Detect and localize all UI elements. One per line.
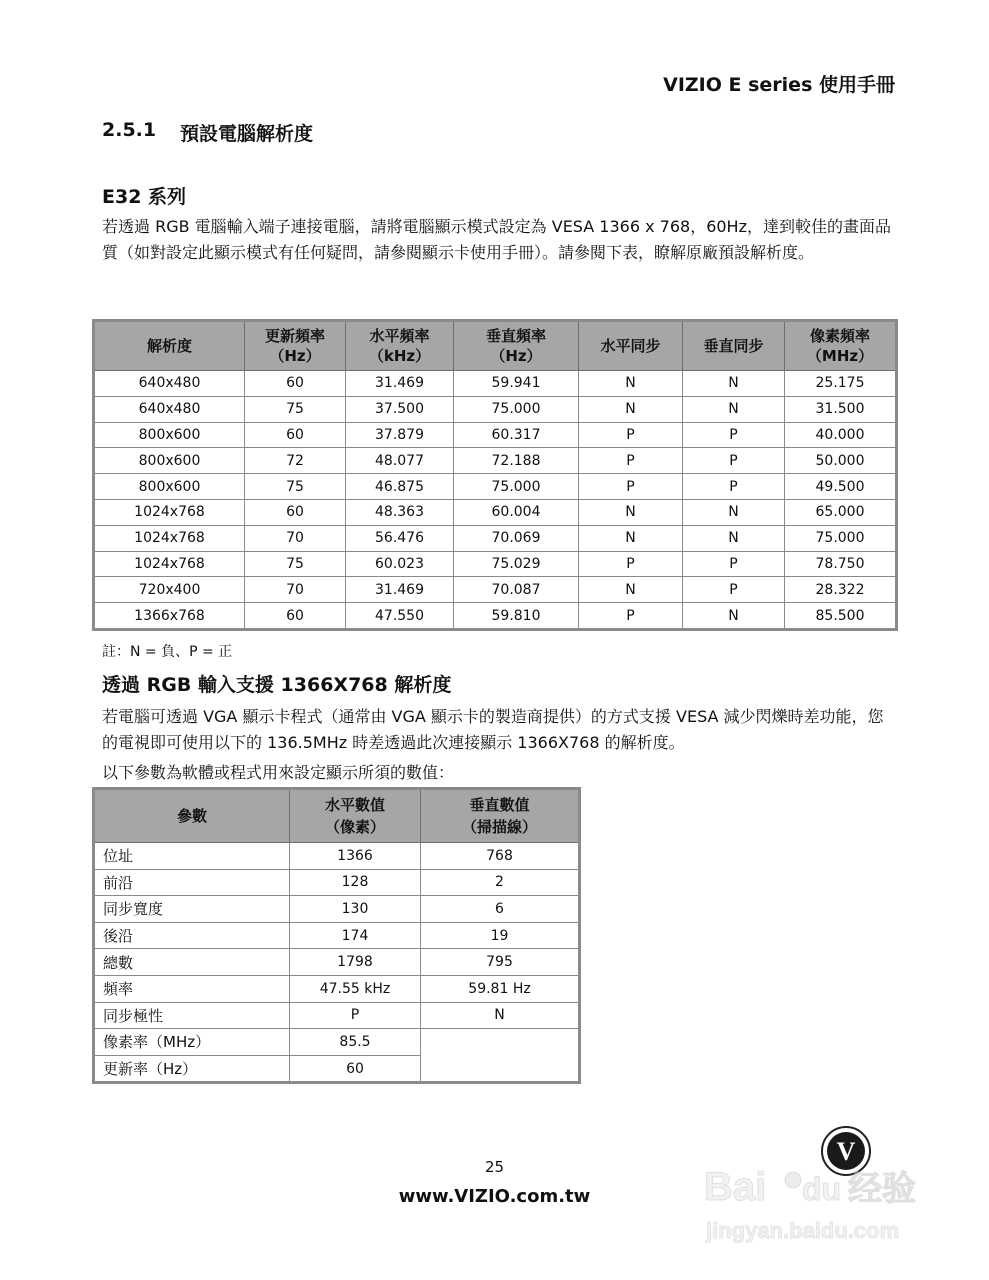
table-cell: 59.941	[454, 371, 579, 397]
header-pixel-frequency: 像素頻率 （MHz）	[785, 321, 897, 371]
table-cell: N	[579, 371, 683, 397]
table-cell: N	[683, 371, 785, 397]
table-cell: 59.810	[454, 603, 579, 630]
table-cell: N	[579, 499, 683, 525]
header-vertical-frequency: 垂直頻率 （Hz）	[454, 321, 579, 371]
table-cell: P	[579, 422, 683, 448]
table-cell: 31.469	[346, 371, 454, 397]
table-cell: P	[683, 422, 785, 448]
table-cell: 60	[245, 371, 346, 397]
parameter-name-cell: 同步寬度	[94, 896, 290, 923]
table-cell: 60.023	[346, 551, 454, 577]
table-row	[94, 396, 897, 422]
header-horizontal-frequency: 水平頻率 （kHz）	[346, 321, 454, 371]
table-cell: N	[683, 603, 785, 630]
table-cell: 720x400	[94, 577, 245, 603]
sync-note: 註：N = 負、P = 正	[102, 644, 233, 660]
header-parameter: 參數	[94, 789, 290, 843]
table-cell: 31.469	[346, 577, 454, 603]
table-cell: 75.029	[454, 551, 579, 577]
table-cell: 85.5	[290, 1029, 421, 1056]
parameter-name-cell: 像素率（MHz）	[94, 1029, 290, 1056]
table-row	[94, 896, 580, 923]
parameter-name-cell: 前沿	[94, 869, 290, 896]
rgb-paragraph: 若電腦可透過 VGA 顯示卡程式（通常由 VGA 顯示卡的製造商提供）的方式支援 VESA 減少閃爍時差功能，您的電視即可使用以下的 136.5MHz 時差透過此次連接顯示 1366X768 的解析度。	[102, 707, 884, 752]
header-vertical-sync: 垂直同步	[683, 321, 785, 371]
table-cell: 48.077	[346, 448, 454, 474]
table-row	[94, 474, 897, 500]
table-cell: 1024x768	[94, 499, 245, 525]
watermark-brand-du: du	[802, 1171, 842, 1207]
table-cell: 75	[245, 551, 346, 577]
table-cell: N	[683, 499, 785, 525]
table-cell: P	[579, 448, 683, 474]
table-row	[94, 603, 897, 630]
table-cell: 60	[245, 603, 346, 630]
table-cell: 640x480	[94, 371, 245, 397]
parameter-name-cell: 後沿	[94, 922, 290, 949]
table-cell: 75	[245, 396, 346, 422]
rgb-section-title: 透過 RGB 輸入支援 1366X768 解析度	[102, 674, 452, 696]
table-cell: 2	[421, 869, 580, 896]
table-cell: 47.55 kHz	[290, 975, 421, 1002]
page-number: 25	[484, 1158, 505, 1176]
table-row	[94, 422, 897, 448]
table-cell: 800x600	[94, 474, 245, 500]
parameter-table	[92, 787, 581, 1084]
table-cell: P	[579, 551, 683, 577]
table-cell: P	[683, 577, 785, 603]
intro-paragraph: 若透過 RGB 電腦輸入端子連接電腦，請將電腦顯示模式設定為 VESA 1366 x 768，60Hz，達到較佳的畫面品質（如對設定此顯示模式有任何疑問，請參閱顯示卡使用手冊）。請參閱下表，瞭解原廠預設解析度。	[102, 217, 891, 262]
table-cell: 60	[245, 422, 346, 448]
table-cell: P	[579, 603, 683, 630]
footer-url: www.VIZIO.com.tw	[398, 1186, 591, 1207]
table-cell	[421, 1029, 580, 1083]
watermark-brand: Bai	[704, 1165, 767, 1209]
table-cell: 56.476	[346, 525, 454, 551]
table-cell: 72.188	[454, 448, 579, 474]
table-row	[94, 499, 897, 525]
section-number: 2.5.1	[102, 119, 157, 141]
table-cell: 85.500	[785, 603, 897, 630]
header-resolution: 解析度	[94, 321, 245, 371]
table-cell: P	[683, 551, 785, 577]
header-vertical-value: 垂直數值 （掃描線）	[421, 789, 580, 843]
table-cell: 640x480	[94, 396, 245, 422]
table-row	[94, 577, 897, 603]
table-cell: 1024x768	[94, 525, 245, 551]
series-title: E32 系列	[102, 186, 187, 208]
parameter-name-cell: 總數	[94, 949, 290, 976]
table-cell: 25.175	[785, 371, 897, 397]
table-cell: 28.322	[785, 577, 897, 603]
table-cell: 1366	[290, 843, 421, 870]
table-cell: 40.000	[785, 422, 897, 448]
table-cell: 75.000	[454, 474, 579, 500]
header-horizontal-value: 水平數值 （像素）	[290, 789, 421, 843]
table-cell: 800x600	[94, 422, 245, 448]
table-row	[94, 869, 580, 896]
parameter-name-cell: 更新率（Hz）	[94, 1055, 290, 1083]
logo-letter: V	[836, 1137, 856, 1166]
table-cell: 72	[245, 448, 346, 474]
header-refresh-rate: 更新頻率 （Hz）	[245, 321, 346, 371]
table-cell: 795	[421, 949, 580, 976]
parameter-name-cell: 同步極性	[94, 1002, 290, 1029]
table-cell: 70.069	[454, 525, 579, 551]
table-cell: P	[290, 1002, 421, 1029]
table-cell: 174	[290, 922, 421, 949]
table-cell: 65.000	[785, 499, 897, 525]
table-cell: 1366x768	[94, 603, 245, 630]
table-cell: N	[579, 525, 683, 551]
document-header: VIZIO E series 使用手冊	[663, 74, 895, 96]
table-cell: 60.004	[454, 499, 579, 525]
table-row	[94, 975, 580, 1002]
table-cell: 1024x768	[94, 551, 245, 577]
table-cell: 37.500	[346, 396, 454, 422]
baidu-watermark-icon	[700, 1150, 930, 1250]
table-cell: 60	[245, 499, 346, 525]
resolution-table-header-row	[94, 321, 897, 371]
table-cell: N	[683, 396, 785, 422]
table-row	[94, 551, 897, 577]
table-cell: 31.500	[785, 396, 897, 422]
table-cell: 6	[421, 896, 580, 923]
table-row	[94, 448, 897, 474]
table-cell: 60	[290, 1055, 421, 1083]
table-row	[94, 949, 580, 976]
header-horizontal-sync: 水平同步	[579, 321, 683, 371]
table-row	[94, 371, 897, 397]
table-row	[94, 843, 580, 870]
param-table-intro: 以下參數為軟體或程式用來設定顯示所須的數值：	[102, 763, 455, 782]
table-cell: N	[683, 525, 785, 551]
table-cell: 70	[245, 577, 346, 603]
table-cell: 130	[290, 896, 421, 923]
section-title: 預設電腦解析度	[180, 123, 314, 145]
table-cell: 75	[245, 474, 346, 500]
table-cell: 75.000	[454, 396, 579, 422]
table-cell: 70	[245, 525, 346, 551]
table-cell: 1798	[290, 949, 421, 976]
table-cell: 48.363	[346, 499, 454, 525]
table-cell: 75.000	[785, 525, 897, 551]
table-cell: 37.879	[346, 422, 454, 448]
table-row	[94, 525, 897, 551]
table-cell: N	[579, 396, 683, 422]
resolution-table	[92, 319, 898, 631]
table-row	[94, 1002, 580, 1029]
table-cell: 768	[421, 843, 580, 870]
watermark-url: jingyan.baidu.com	[706, 1218, 900, 1243]
table-cell: 47.550	[346, 603, 454, 630]
table-cell: 49.500	[785, 474, 897, 500]
table-cell: 78.750	[785, 551, 897, 577]
table-cell: 70.087	[454, 577, 579, 603]
table-row	[94, 922, 580, 949]
table-cell: 46.875	[346, 474, 454, 500]
table-row	[94, 1029, 580, 1056]
table-cell: 59.81 Hz	[421, 975, 580, 1002]
table-cell: P	[579, 474, 683, 500]
table-cell: N	[421, 1002, 580, 1029]
parameter-name-cell: 位址	[94, 843, 290, 870]
table-cell: 19	[421, 922, 580, 949]
table-cell: N	[579, 577, 683, 603]
table-cell: 128	[290, 869, 421, 896]
parameter-name-cell: 頻率	[94, 975, 290, 1002]
watermark-brand-jingyan: 经验	[848, 1169, 916, 1209]
parameter-table-header-row	[94, 789, 580, 843]
table-cell: P	[683, 474, 785, 500]
table-cell: 50.000	[785, 448, 897, 474]
table-cell: 800x600	[94, 448, 245, 474]
table-cell: 60.317	[454, 422, 579, 448]
table-cell: P	[683, 448, 785, 474]
